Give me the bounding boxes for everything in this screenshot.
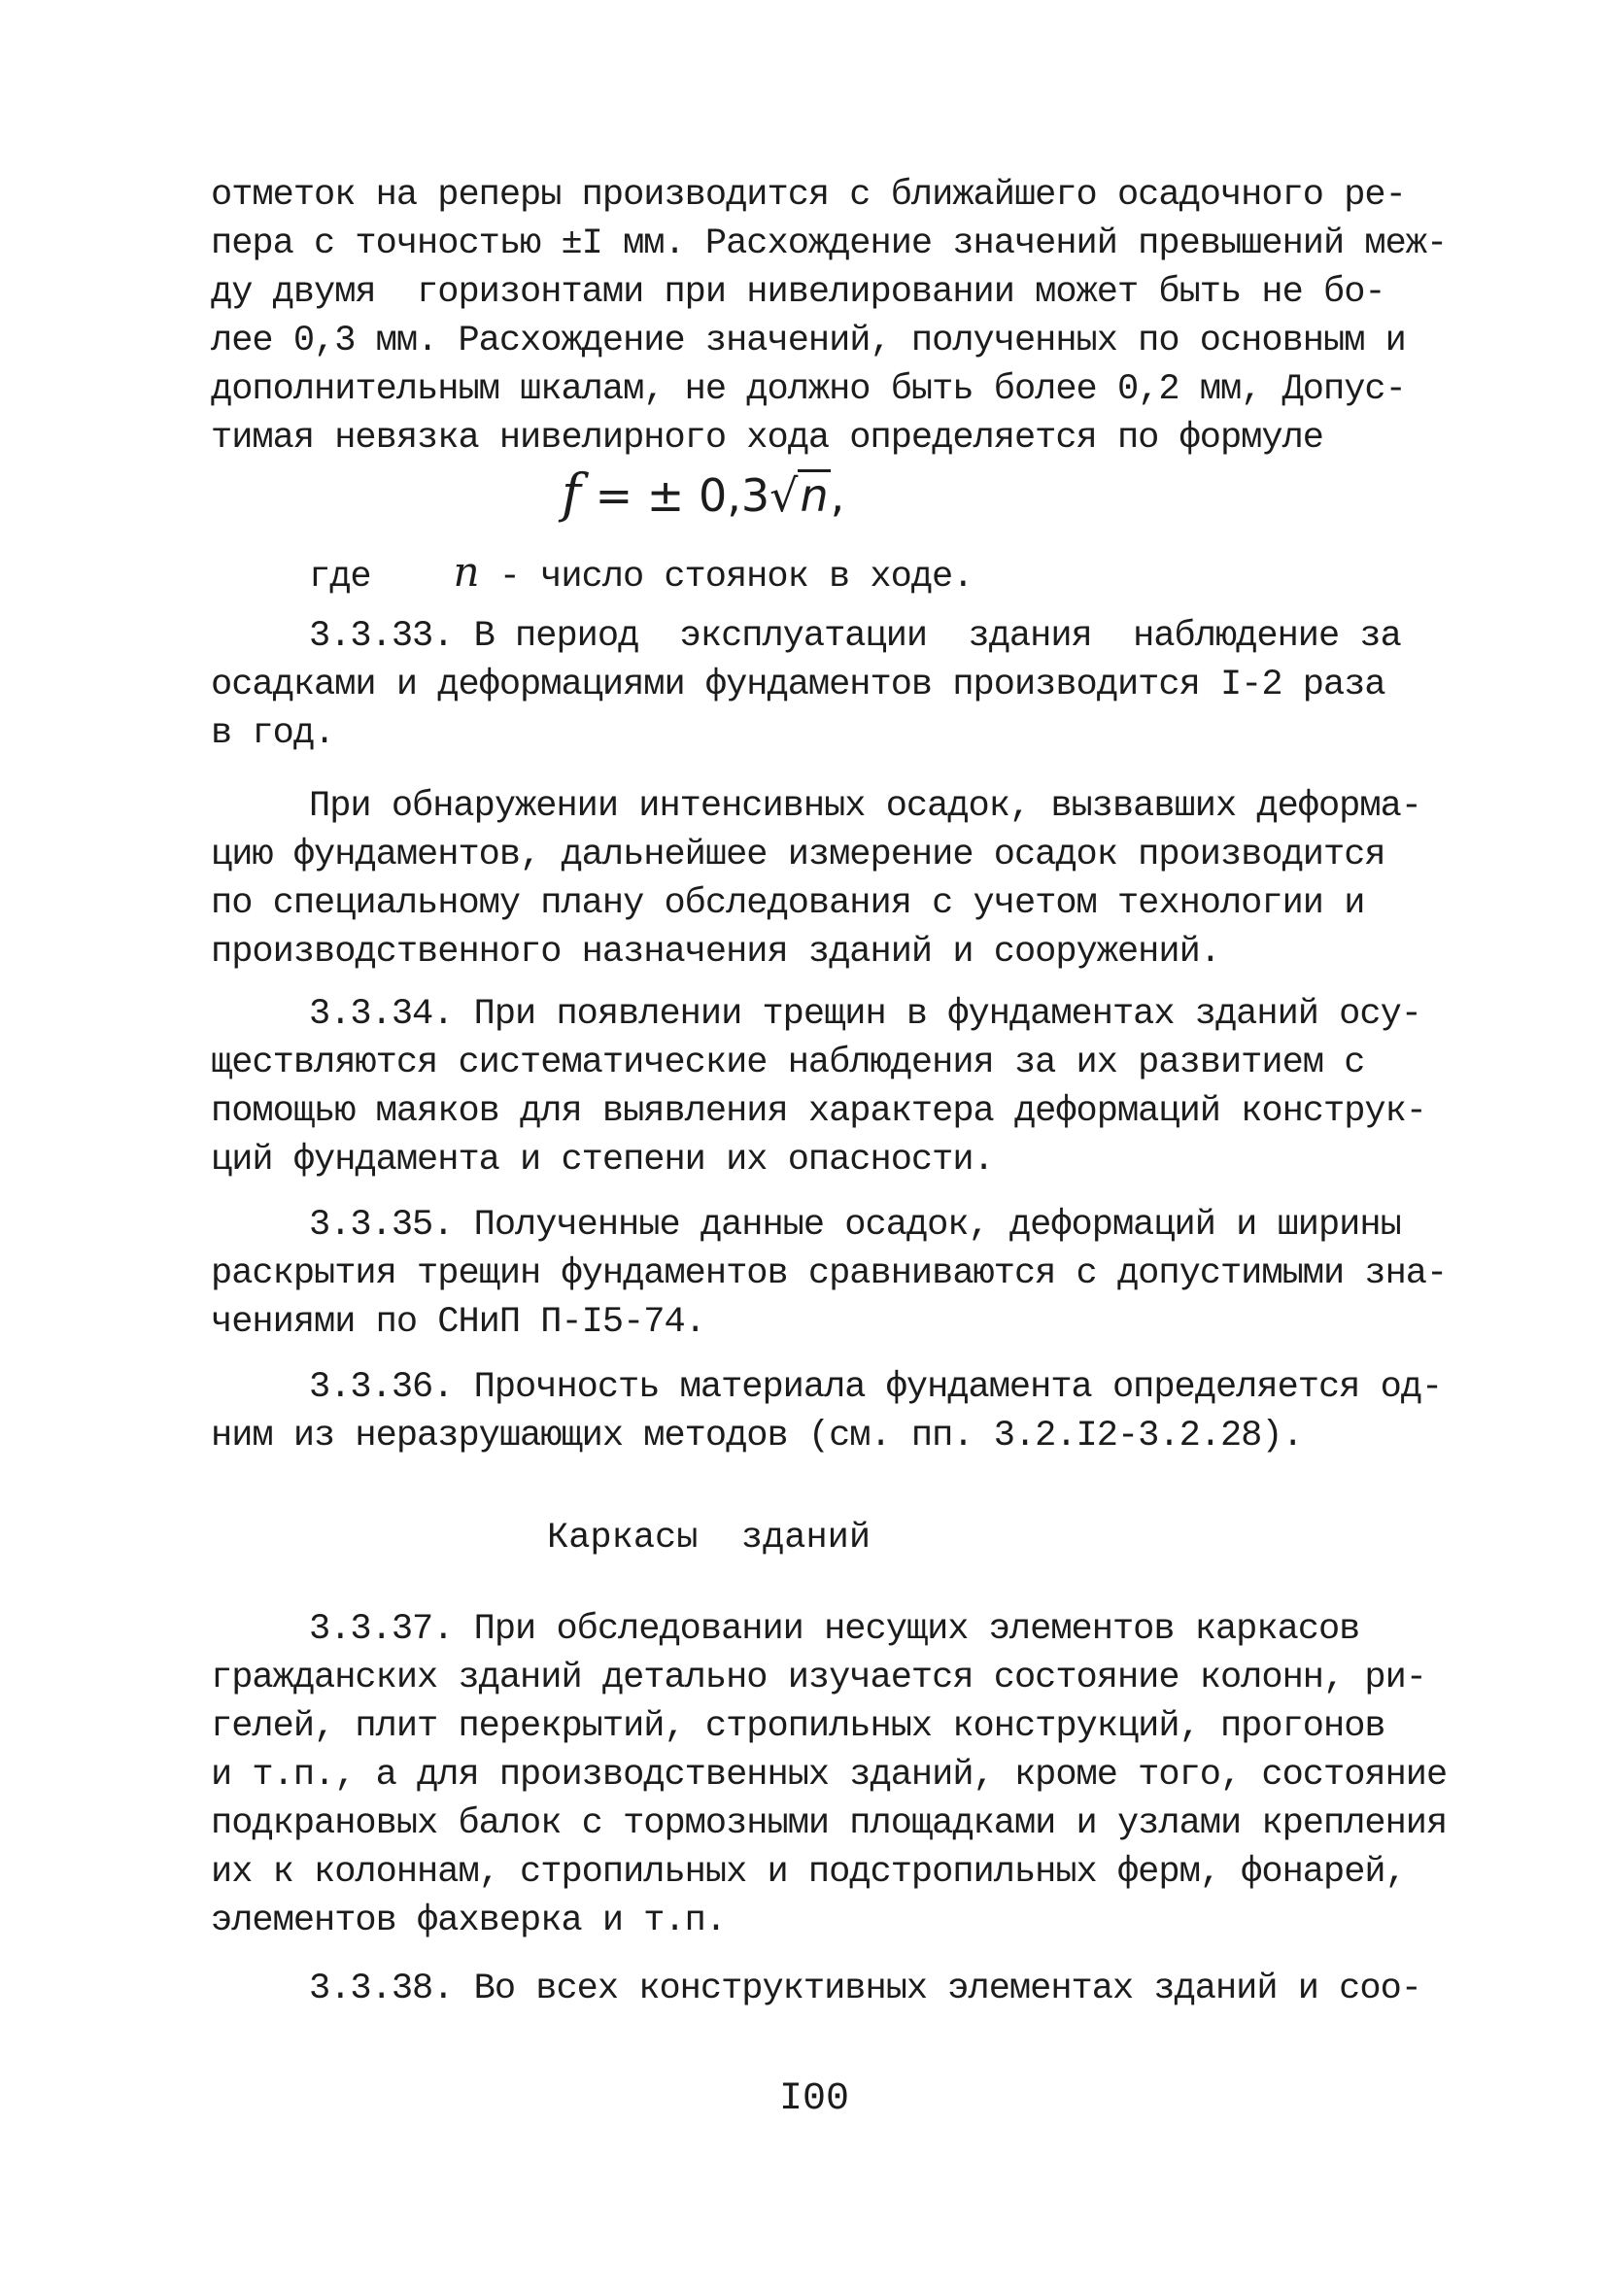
text-line: производственного назначения зданий и сооружений. [211,932,1220,973]
text-line: ществляются систематические наблюдения за их развитием с [211,1043,1365,1083]
text-line: цию фундаментов, дальнейшее измерение осадок производится [211,835,1385,875]
formula-lhs: f [562,463,581,524]
text-line: и т.п., а для производственных зданий, кроме того, состояние [211,1755,1448,1796]
text-line: 3.3.34. При появлении трещин в фундаментах зданий осу- [309,994,1421,1035]
text-line: гражданских зданий детально изучается состояние колонн, ри- [211,1658,1427,1698]
text-line: ду двумя горизонтами при нивелировании может быть не бо- [211,272,1385,313]
page-number: I00 [779,2077,850,2121]
formula-radicand: n [800,469,829,522]
text-line: дополнительным шкалам, не должно быть более 0,2 мм, Допус- [211,369,1406,410]
text-line: 3.3.35. Полученные данные осадок, деформаций и ширины [309,1205,1401,1246]
text-line: раскрытия трещин фундаментов сравниваются с допустимыми зна- [211,1253,1448,1294]
text-line: При обнаружении интенсивных осадок, вызвавших деформа- [309,786,1421,827]
text-line: пера с точностью ±I мм. Расхождение значений превышений меж- [211,223,1448,264]
text-line: ций фундамента и степени их опасности. [211,1140,994,1181]
sqrt-sign: √ [769,469,799,522]
text-line: 3.3.37. При обследовании несущих элементов каркасов [309,1609,1360,1650]
text-line: 3.3.36. Прочность материала фундамента определяется од- [309,1367,1443,1408]
formula-rhs-prefix: = ± 0,3 [595,469,770,522]
text-line: осадками и деформациями фундаментов производится I-2 раза [211,665,1385,705]
where-word: где [309,557,371,598]
text-line: 3.3.33. В период эксплуатации здания наблюдение за [309,616,1401,657]
text-line: ним из неразрушающих методов (см. пп. 3.2.I2-3.2.28). [211,1416,1303,1456]
text-line: по специальному плану обследования с учетом технологии и [211,883,1365,924]
text-line: гелей, плит перекрытий, стропильных конструкций, прогонов [211,1706,1385,1747]
where-text: - число стоянок в ходе. [478,557,974,598]
text-line: лее 0,3 мм. Расхождение значений, полученных по основным и [211,321,1406,361]
text-line: помощью маяков для выявления характера деформаций конструк- [211,1091,1427,1132]
text-line: подкрановых балок с тормозными площадками и узлами крепления [211,1803,1448,1844]
section-heading: Каркасы зданий [547,1518,871,1559]
text-line: тимая невязка нивелирного хода определяется по формуле [211,418,1323,459]
tolerance-formula [562,464,844,525]
formula-suffix: , [830,469,845,522]
text-line: в год. [211,713,335,754]
where-line [309,548,973,601]
text-line: их к колоннам, стропильных и подстропильных ферм, фонарей, [211,1852,1406,1893]
text-line: отметок на реперы производится с ближайшего осадочного ре- [211,175,1406,216]
text-line: 3.3.38. Во всех конструктивных элементах зданий и соо- [309,1969,1421,2009]
text-line: элементов фахверка и т.п. [211,1901,727,1941]
text-line: чениями по СНиП П-I5-74. [211,1302,705,1343]
where-symbol: n [453,548,479,596]
